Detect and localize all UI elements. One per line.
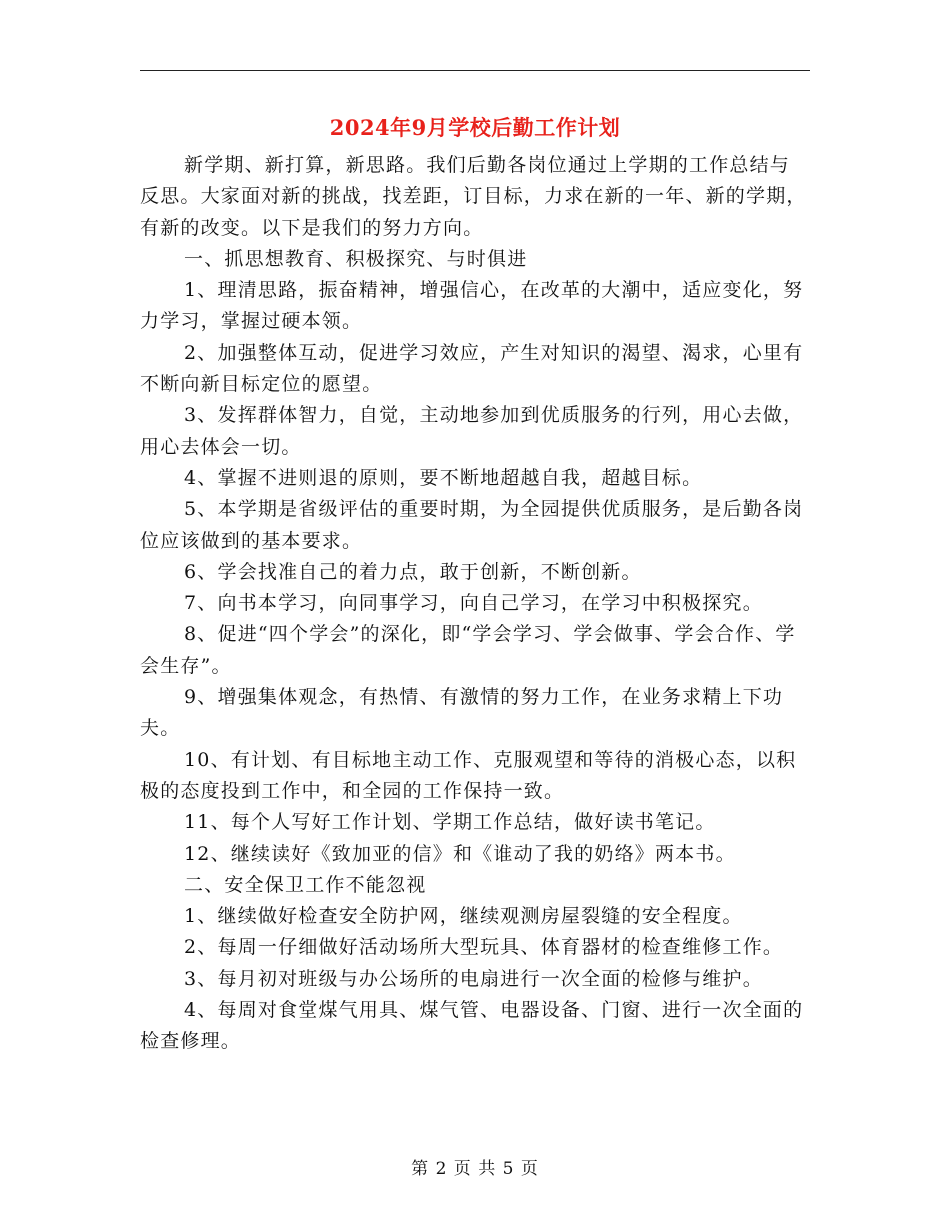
list-item: 1、理清思路，振奋精神，增强信心，在改革的大潮中，适应变化，努力学习，掌握过硬本领。 [140, 279, 804, 333]
document-title: 2024年9月学校后勤工作计划 [329, 115, 621, 140]
header-rule [140, 70, 810, 71]
list-item: 2、加强整体互动，促进学习效应，产生对知识的渴望、渴求，心里有不断向新目标定位的愿望。 [140, 341, 804, 396]
list-item: 9、增强集体观念，有热情、有激情的努力工作，在业务求精上下功夫。 [140, 686, 784, 740]
list-item: 2、每周一仔细做好活动场所大型玩具、体育器材的检查维修工作。 [184, 936, 784, 959]
section-heading-1: 一、抓思想教育、积极探究、与时俱进 [184, 247, 528, 270]
document-body [140, 150, 810, 1058]
list-item: 4、掌握不进则退的原则，要不断地超越自我，超越目标。 [184, 466, 703, 489]
section-heading-2: 二、安全保卫工作不能忽视 [184, 873, 427, 896]
list-item: 4、每周对食堂煤气用具、煤气管、电器设备、门窗、进行一次全面的检查修理。 [140, 999, 804, 1053]
list-item: 10、有计划、有目标地主动工作、克服观望和等待的消极心态，以积极的态度投到工作中，和全园的工作保持一致。 [140, 748, 797, 802]
list-item: 6、学会找准自己的着力点，敢于创新，不断创新。 [184, 560, 642, 583]
list-item: 1、继续做好检查安全防护网，继续观测房屋裂缝的安全程度。 [184, 905, 743, 928]
list-item: 3、发挥群体智力，自觉，主动地参加到优质服务的行列，用心去做，用心去体会一切。 [140, 404, 804, 458]
list-item: 5、本学期是省级评估的重要时期，为全园提供优质服务，是后勤各岗位应该做到的基本要求。 [140, 498, 804, 552]
paragraph-intro: 新学期、新打算，新思路。我们后勤各岗位通过上学期的工作总结与反思。大家面对新的挑战，找差距，订目标，力求在新的一年、新的学期，有新的改变。以下是我们的努力方向。 [140, 154, 807, 239]
list-item: 11、每个人写好工作计划、学期工作总结，做好读书笔记。 [184, 811, 716, 834]
list-item: 3、每月初对班级与办公场所的电扇进行一次全面的检修与维护。 [184, 967, 763, 990]
list-item: 8、促进“四个学会”的深化，即“学会学习、学会做事、学会合作、学会生存”。 [140, 623, 796, 677]
list-item: 7、向书本学习，向同事学习，向自己学习，在学习中积极探究。 [184, 592, 763, 615]
page-number: 第 2 页 共 5 页 [411, 1159, 539, 1179]
list-item: 12、继续读好《致加亚的信》和《谁动了我的奶络》两本书。 [184, 842, 736, 865]
